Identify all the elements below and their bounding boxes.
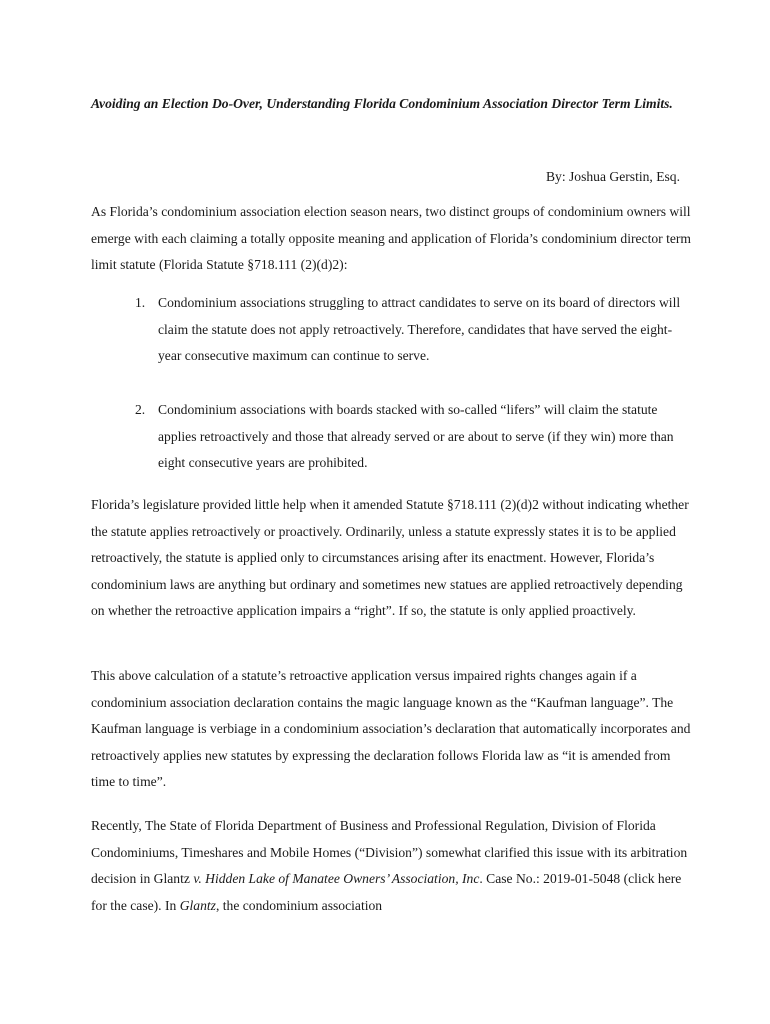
list-text: Condominium associations with boards stacked with so-called “lifers” will claim the statute applies retroactively and those that already served or are about to serve (if they win) more than eight consecutive years are prohibited. xyxy=(158,402,674,470)
intro-paragraph: As Florida’s condominium association election season nears, two distinct groups of condominium owners will emerge with each claiming a totally opposite meaning and application of Florida’s condominium director term limit statute (Florida Statute §718.111 (2)(d)2): xyxy=(91,204,691,272)
document-title: Avoiding an Election Do-Over, Understanding Florida Condominium Association Director Term Limits. xyxy=(91,96,673,111)
paragraph-text: , the condominium association xyxy=(215,897,383,913)
list-number: 2. xyxy=(135,402,146,417)
division-paragraph xyxy=(91,813,691,919)
kaufman-paragraph: This above calculation of a statute’s retroactive application versus impaired rights changes again if a condominium association declaration contains the magic language known as the “Kaufman language”. The Kaufman language is verbiage in a condominium association’s declaration that automatically incorporates and retroactively applies new statutes by expressing the declaration follows Florida law as “it is amended from time to time”. xyxy=(91,668,691,789)
author-byline: By: Joshua Gerstin, Esq. xyxy=(545,169,680,184)
case-short-name: Glantz xyxy=(179,897,216,913)
list-text: Condominium associations struggling to attract candidates to serve on its board of directors will claim the statute does not apply retroactively. Therefore, candidates that have served the eight-year consecutive maximum can continue to serve. xyxy=(158,295,681,363)
paragraph-text: . Case No.: 2019-01-5048 (click here for the case). In xyxy=(91,871,682,913)
legislature-paragraph: Florida’s legislature provided little help when it amended Statute §718.111 (2)(d)2 without indicating whether the statute applies retroactively or proactively. Ordinarily, unless a statute expressly states it is to be applied retroactively, the statute is applied only to circumstances arising after its enactment. However, Florida’s condominium laws are anything but ordinary and sometimes new statues are applied retroactively depending on whether the retroactive application impairs a “right”. If so, the statute is only applied proactively. xyxy=(91,497,689,618)
list-number: 1. xyxy=(135,295,146,310)
paragraph-text: Recently, The State of Florida Department of Business and Professional Regulation, Division of Florida Condominiums, Timeshares and Mobile Homes (“Division”) somewhat clarified this issue with its arbitration decision in Glantz xyxy=(91,818,688,886)
case-name: v. Hidden Lake of Manatee Owners’ Association, Inc xyxy=(193,871,480,886)
